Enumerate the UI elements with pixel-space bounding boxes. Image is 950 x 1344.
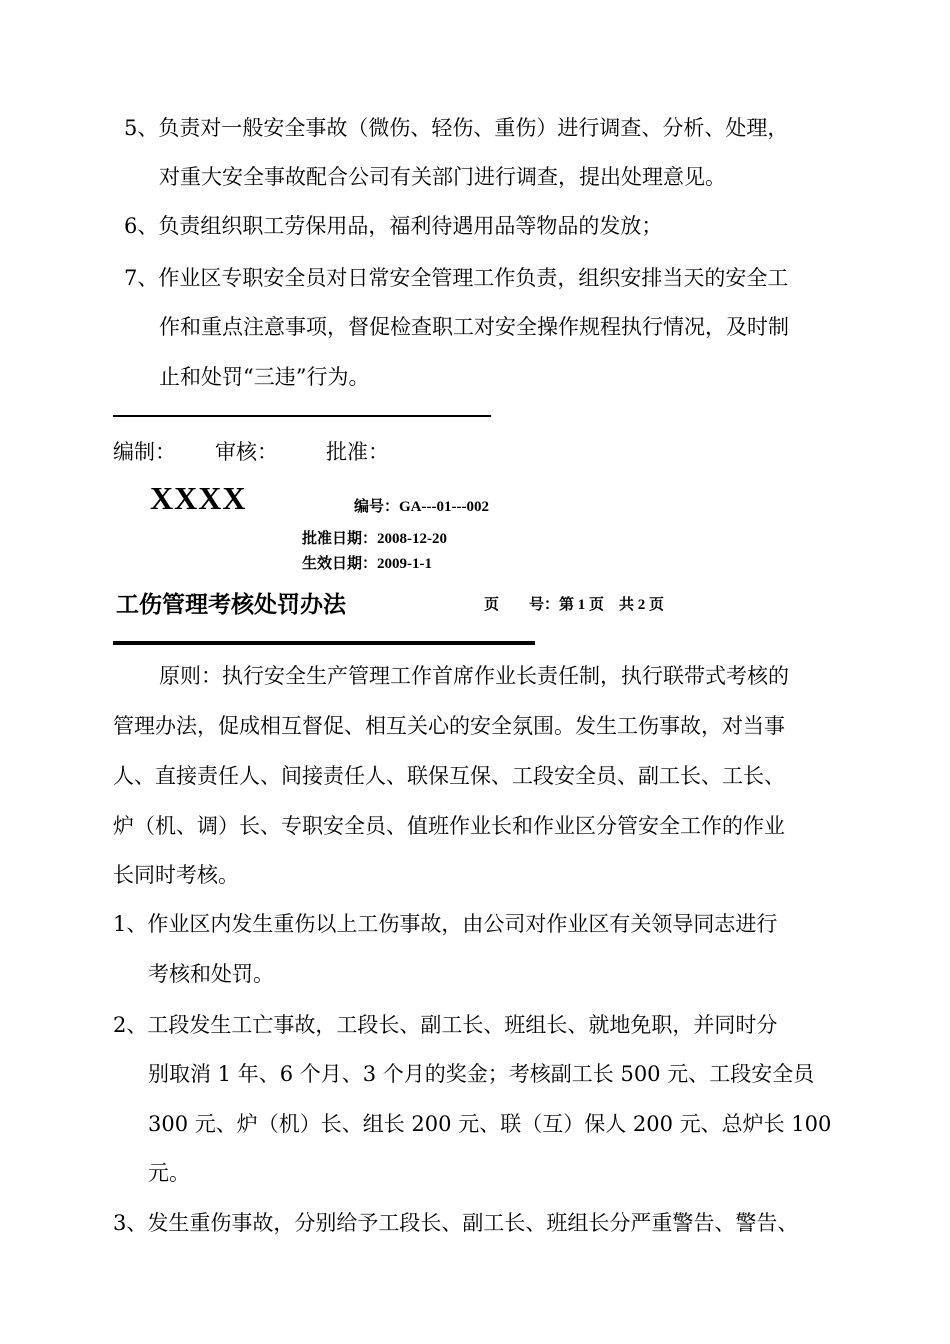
title-divider — [113, 641, 535, 645]
principle-line-5: 长同时考核。 — [113, 863, 239, 887]
rule-3-line-1: 3、发生重伤事故，分别给予工段长、副工长、班组长分严重警告、警告、 — [113, 1211, 799, 1235]
rule-2-line-2: 别取消 1 年、6 个月、3 个月的奖金；考核副工长 500 元、工段安全员 — [148, 1062, 815, 1086]
page-number: 页 号：第 1 页 共 2 页 — [484, 597, 665, 613]
document-title: 工伤管理考核处罚办法 — [116, 592, 346, 618]
reviewed-by-label: 审核： — [215, 440, 278, 464]
item-6-line-1: 6、负责组织职工劳保用品，福利待遇用品等物品的发放； — [124, 214, 663, 238]
document-number: 编号：GA---01---002 — [354, 499, 489, 515]
prepared-by-label: 编制： — [113, 440, 176, 464]
approval-date: 批准日期：2008-12-20 — [302, 531, 447, 547]
rule-2-line-1: 2、工段发生工亡事故，工段长、副工长、班组长、就地免职，并同时分 — [113, 1013, 778, 1037]
rule-1-line-2: 考核和处罚。 — [148, 962, 274, 986]
principle-line-2: 管理办法，促成相互督促、相互关心的安全氛围。发生工伤事故，对当事 — [113, 714, 785, 738]
item-7-line-1: 7、作业区专职安全员对日常安全管理工作负责，组织安排当天的安全工 — [124, 266, 789, 290]
principle-line-3: 人、直接责任人、间接责任人、联保互保、工段安全员、副工长、工长、 — [113, 764, 785, 788]
rule-1-line-1: 1、作业区内发生重伤以上工伤事故，由公司对作业区有关领导同志进行 — [113, 912, 778, 936]
item-7-line-2: 作和重点注意事项，督促检查职工对安全操作规程执行情况，及时制 — [159, 315, 789, 339]
company-name: XXXX — [150, 480, 247, 516]
item-7-line-3: 止和处罚“三违”行为。 — [159, 365, 370, 389]
item-5-line-1: 5、负责对一般安全事故（微伤、轻伤、重伤）进行调查、分析、处理， — [124, 116, 789, 140]
signoff-divider — [113, 415, 491, 417]
principle-line-1: 原则：执行安全生产管理工作首席作业长责任制，执行联带式考核的 — [159, 664, 789, 688]
principle-line-4: 炉（机、调）长、专职安全员、值班作业长和作业区分管安全工作的作业 — [113, 814, 785, 838]
approved-by-label: 批准： — [326, 440, 389, 464]
item-5-line-2: 对重大安全事故配合公司有关部门进行调查，提出处理意见。 — [159, 165, 726, 189]
rule-2-line-4: 元。 — [148, 1161, 190, 1185]
rule-2-line-3: 300 元、炉（机）长、组长 200 元、联（互）保人 200 元、总炉长 100 — [148, 1112, 832, 1136]
effective-date: 生效日期：2009-1-1 — [302, 556, 432, 572]
